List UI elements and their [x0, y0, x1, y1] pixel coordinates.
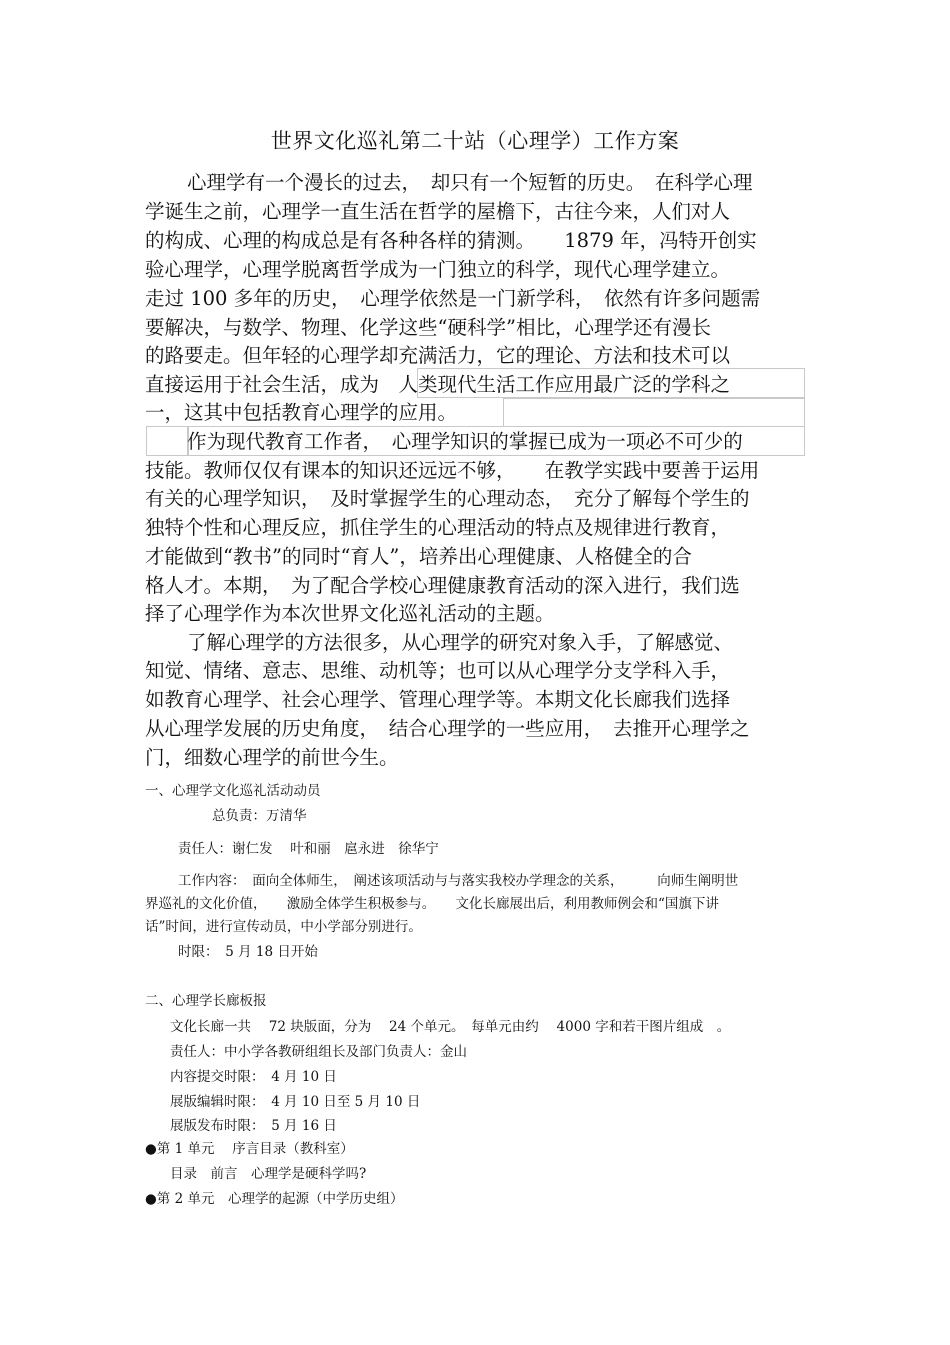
- para3-line: 知觉、情绪、意志、思维、动机等；也可以从心理学分支学科入手，: [145, 659, 731, 682]
- deadline: 时限： 5 月 18 日开始: [178, 944, 318, 960]
- general-lead: 总负责：万清华: [212, 808, 307, 824]
- unit-1-items: 目录 前言 心理学是硬科学吗?: [170, 1166, 367, 1182]
- para1-line: 的路要走。但年轻的心理学却充满活力，它的理论、方法和技术可以: [145, 344, 731, 367]
- para2-line: 作为现代教育工作者， 心理学知识的掌握已成为一项必不可少的: [187, 430, 743, 453]
- section2-line: 展版发布时限： 5 月 16 日: [170, 1118, 337, 1134]
- para2-line: 择了心理学作为本次世界文化巡礼活动的主题。: [145, 602, 555, 625]
- section2-line: 内容提交时限： 4 月 10 日: [170, 1069, 337, 1085]
- para2-line: 有关的心理学知识， 及时掌握学生的心理动态， 充分了解每个学生的: [145, 487, 750, 510]
- work-content-line: 话”时间，进行宣传动员，中小学部分别进行。: [145, 919, 422, 935]
- para2-line: 技能。教师仅仅有课本的知识还远远不够， 在教学实践中要善于运用: [145, 459, 760, 482]
- para1-line: 走过 100 多年的历史， 心理学依然是一门新学科， 依然有许多问题需: [145, 287, 761, 310]
- para1-line: 心理学有一个漫长的过去， 却只有一个短暂的历史。 在科学心理: [187, 171, 753, 194]
- para1-line: 直接运用于社会生活，成为 人类现代生活工作应用最广泛的学科之: [145, 373, 731, 396]
- responsible-persons: 责任人：谢仁发 叶和丽 扈永进 徐华宁: [178, 841, 439, 857]
- para3-line: 如教育心理学、社会心理学、管理心理学等。本期文化长廊我们选择: [145, 688, 731, 711]
- section2-line: 展版编辑时限： 4 月 10 日至 5 月 10 日: [170, 1094, 421, 1110]
- section2-line: 文化长廊一共 72 块版面，分为 24 个单元。 每单元由约 4000 字和若干图片组成 。: [170, 1019, 731, 1035]
- para2-line: 格人才。本期， 为了配合学校心理健康教育活动的深入进行，我们选: [145, 574, 740, 597]
- work-content-line: 界巡礼的文化价值， 激励全体学生积极参与。 文化长廊展出后，利用教师例会和“国旗下讲: [145, 896, 719, 912]
- para1-line: 验心理学，心理学脱离哲学成为一门独立的科学，现代心理学建立。: [145, 258, 731, 281]
- para1-line: 学诞生之前，心理学一直生活在哲学的屋檐下，古往今来，人们对人: [145, 200, 731, 223]
- document-title: 世界文化巡礼第二十站（心理学）工作方案: [270, 129, 680, 153]
- section2-line: 责任人：中小学各教研组组长及部门负责人：金山: [170, 1044, 467, 1060]
- para3-line: 门，细数心理学的前世今生。: [145, 746, 399, 769]
- section1-heading: 一、心理学文化巡礼活动动员: [145, 783, 321, 799]
- unit-2-heading: ●第 2 单元 心理学的起源（中学历史组）: [145, 1191, 404, 1207]
- highlight-box: [146, 426, 188, 456]
- section2-heading: 二、心理学长廊板报: [145, 993, 267, 1009]
- para1-line: 的构成、心理的构成总是有各种各样的猜测。 1879 年，冯特开创实: [145, 229, 757, 252]
- para3-line: 了解心理学的方法很多，从心理学的研究对象入手，了解感觉、: [187, 631, 734, 654]
- para3-line: 从心理学发展的历史角度， 结合心理学的一些应用， 去推开心理学之: [145, 717, 750, 740]
- unit-1-heading: ●第 1 单元 序言目录（教科室）: [145, 1141, 354, 1157]
- para1-line: 要解决，与数学、物理、化学这些“硬科学”相比，心理学还有漫长: [145, 316, 711, 339]
- work-content-line: 工作内容： 面向全体师生， 阐述该项活动与与落实我校办学理念的关系， 向师生阐明世: [178, 873, 739, 889]
- para2-line: 才能做到“教书”的同时“育人”，培养出心理健康、人格健全的合: [145, 545, 692, 568]
- para1-line: 一，这其中包括教育心理学的应用。: [145, 401, 458, 424]
- highlight-box: [503, 398, 805, 427]
- para2-line: 独特个性和心理反应，抓住学生的心理活动的特点及规律进行教育，: [145, 516, 731, 539]
